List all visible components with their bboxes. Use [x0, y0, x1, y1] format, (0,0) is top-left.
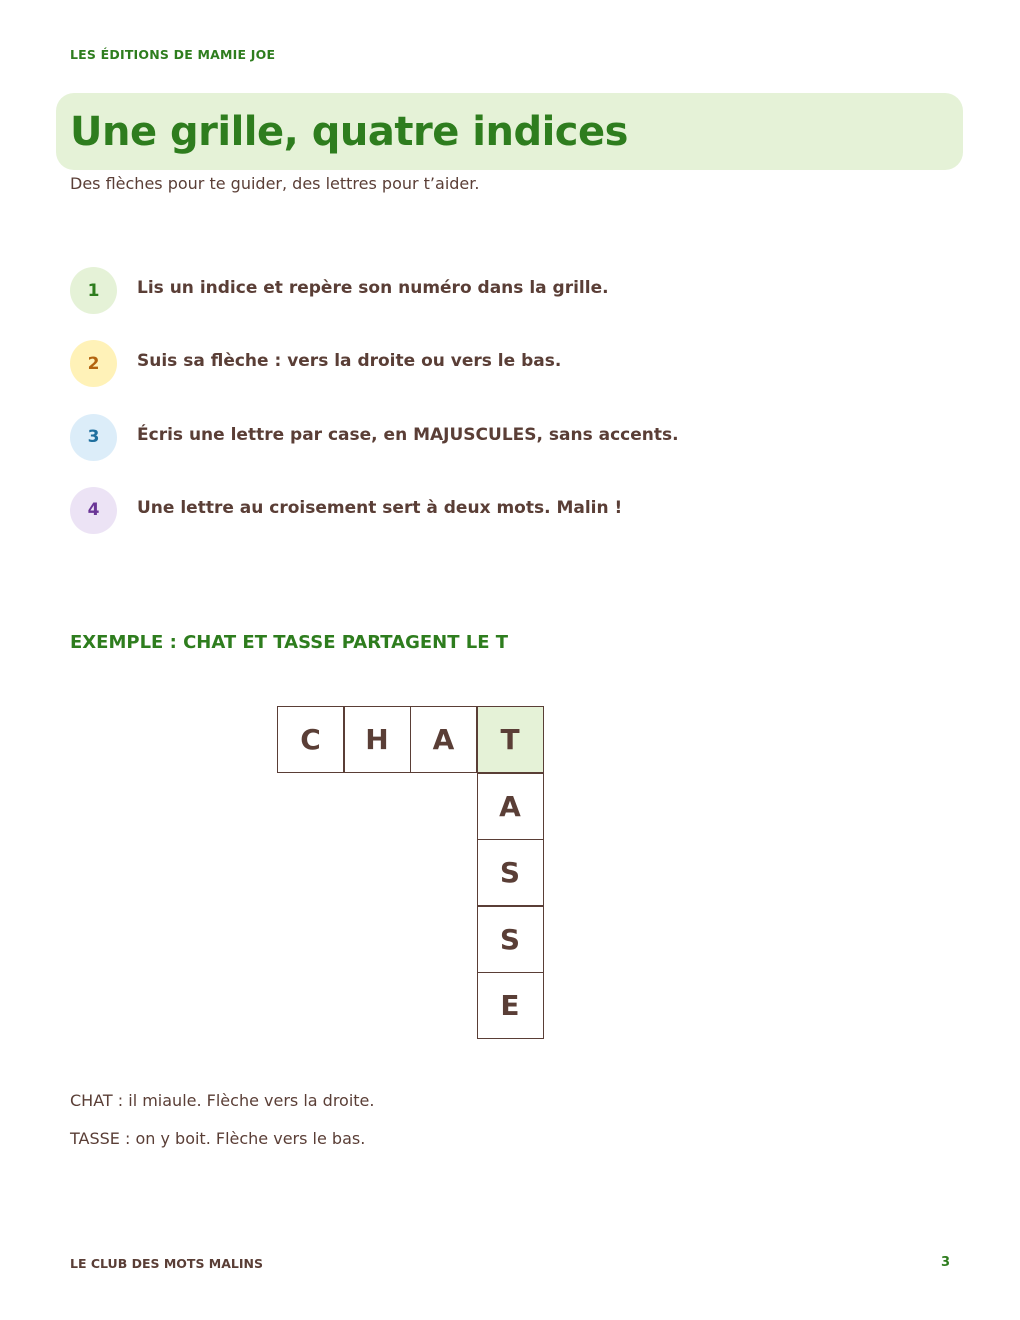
example-crossword-grid: [277, 706, 547, 1042]
page-title: Une grille, quatre indices: [70, 109, 628, 155]
grid-cell-a: A: [410, 706, 477, 773]
grid-cell-shared-t: T: [477, 706, 544, 773]
step-text: Écris une lettre par case, en MAJUSCULES, sans accents.: [137, 424, 679, 445]
grid-cell-e: E: [477, 972, 544, 1039]
step-text: Suis sa flèche : vers la droite ou vers le bas.: [137, 351, 562, 372]
step-1: [70, 267, 950, 340]
grid-cell-s: S: [477, 839, 544, 906]
step-text: Lis un indice et repère son numéro dans la grille.: [137, 278, 609, 298]
grid-cell-h: H: [344, 706, 411, 773]
page-subtitle: Des flèches pour te guider, des lettres pour t’aider.: [70, 174, 480, 193]
step-4: [70, 487, 950, 560]
grid-cell-c: C: [277, 706, 344, 773]
step-2: [70, 340, 950, 413]
page-number: 3: [940, 1255, 950, 1270]
instruction-steps: [70, 267, 950, 560]
step-number-badge: 2: [70, 340, 117, 387]
step-text: Une lettre au croisement sert à deux mots. Malin !: [137, 497, 623, 518]
grid-cell-a-down: A: [477, 773, 544, 840]
step-3: [70, 414, 950, 487]
caption-tasse: TASSE : on y boit. Flèche vers le bas.: [70, 1129, 366, 1148]
step-number-badge: 3: [70, 414, 117, 461]
example-heading: EXEMPLE : CHAT ET TASSE PARTAGENT LE T: [70, 632, 509, 653]
publisher-name: LES ÉDITIONS DE MAMIE JOE: [70, 47, 276, 62]
step-number-badge: 4: [70, 487, 117, 534]
footer-club-name: LE CLUB DES MOTS MALINS: [70, 1256, 263, 1271]
caption-chat: CHAT : il miaule. Flèche vers la droite.: [70, 1091, 375, 1110]
grid-cell-s: S: [477, 906, 544, 973]
step-number-badge: 1: [70, 267, 117, 314]
